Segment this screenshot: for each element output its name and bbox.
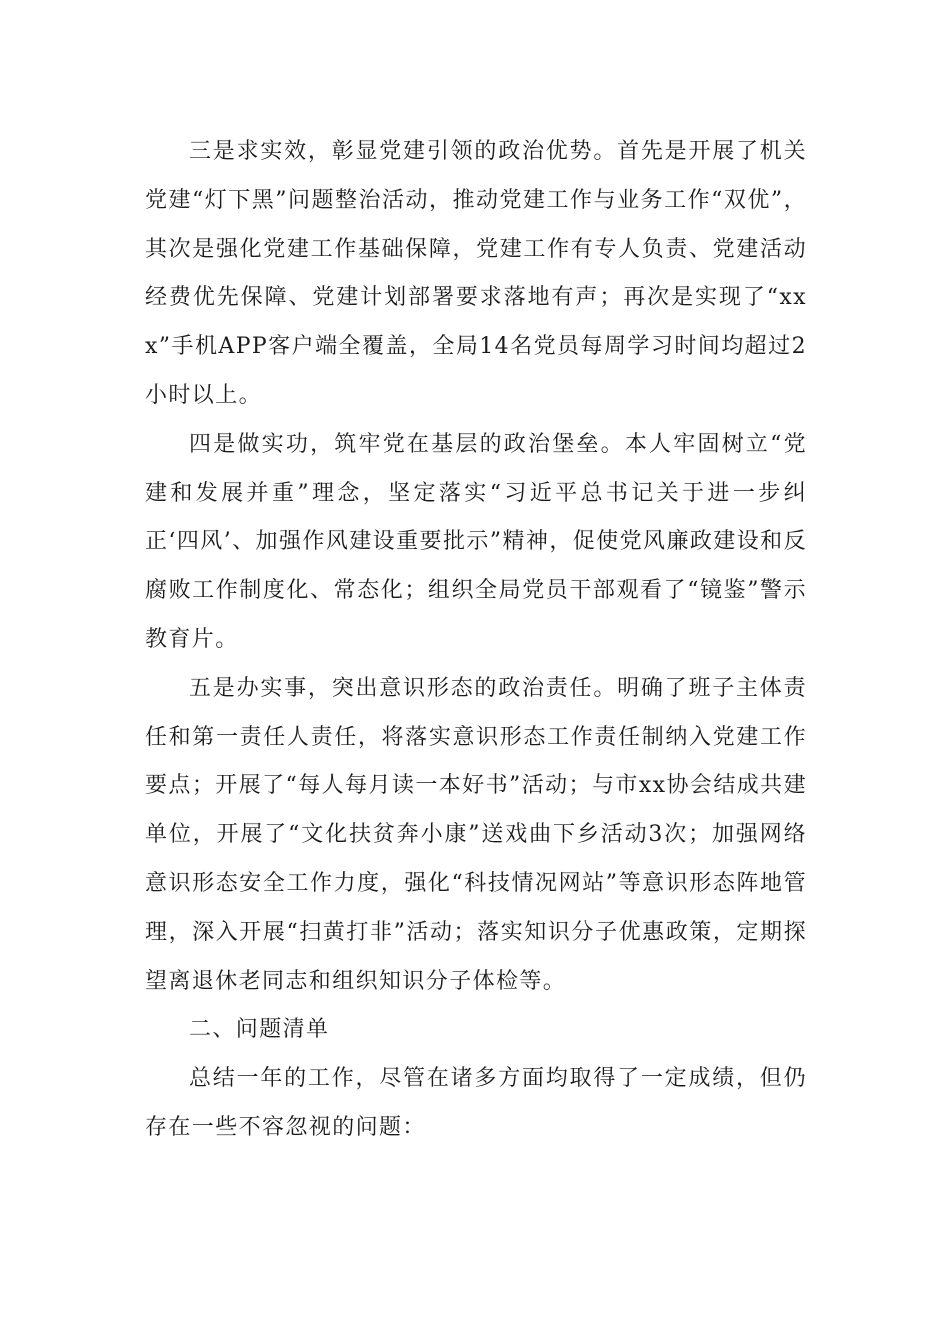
- section-heading-problem-list: 二、问题清单: [189, 1017, 330, 1043]
- paragraph-item-3-effectiveness: 三是求实效，彰显党建引领的政治优势。首先是开展了机关党建“灯下黑”问题整治活动，推动党建工作与业务工作“双优”，其次是强化党建工作基础保障，党建工作有专人负责、党建活动经费优先保障、党建计划部署要求落地有声；再次是实现了“xxx”手机APP客户端全覆盖，全局14名党员每周学习时间均超过2小时以上。: [145, 139, 807, 408]
- paragraph-item-4-grassroots: 四是做实功，筑牢党在基层的政治堡垒。本人牢固树立“党建和发展并重”理念，坚定落实“习近平总书记关于进一步纠正‘四风’、加强作风建设重要批示”精神，促使党风廉政建设和反腐败工作制度化、常态化；组织全局党员干部观看了“镜鉴”警示教育片。: [145, 431, 807, 652]
- document-body: [145, 128, 807, 1153]
- paragraph-problem-summary: 总结一年的工作，尽管在诸多方面均取得了一定成绩，但仍存在一些不容忽视的问题：: [145, 1066, 807, 1140]
- paragraph-item-5-ideology: 五是办实事，突出意识形态的政治责任。明确了班子主体责任和第一责任人责任，将落实意识形态工作责任制纳入党建工作要点；开展了“每人每月读一本好书”活动；与市xx协会结成共建单位，开展了“文化扶贫奔小康”送戏曲下乡活动3次；加强网络意识形态安全工作力度，强化“科技情况网站”等意识形态阵地管理，深入开展“扫黄打非”活动；落实知识分子优惠政策，定期探望离退休老同志和组织知识分子体检等。: [145, 675, 807, 994]
